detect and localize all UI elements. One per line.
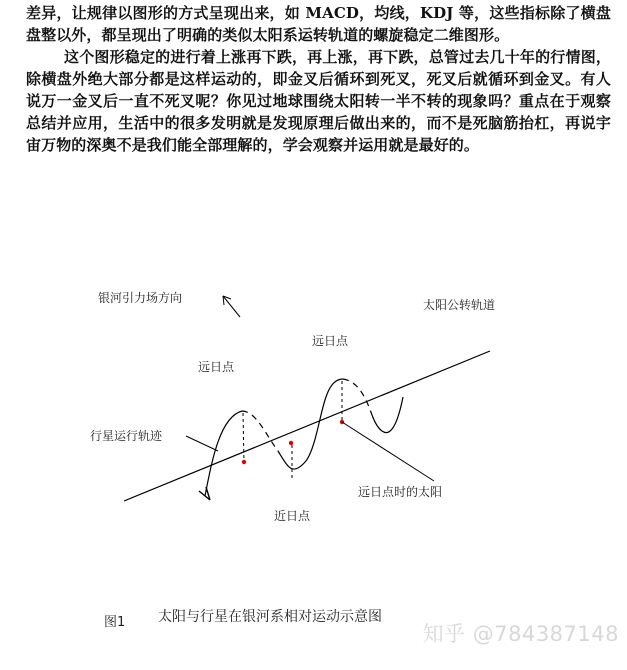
near-point-label: 近日点	[274, 509, 311, 523]
sun-marker-2	[289, 441, 293, 445]
sun-at-far-pointer	[342, 422, 434, 481]
planet-trajectory-solid-3	[372, 397, 403, 433]
sun-at-far-point-label: 远日点时的太阳	[358, 485, 443, 499]
trajectory-arrow	[199, 487, 210, 500]
orbit-label-pointer	[186, 436, 218, 451]
far-point-label-2: 远日点	[312, 334, 349, 348]
planet-trajectory-solid-1	[205, 411, 242, 496]
sun-orbit-label: 太阳公转轨道	[423, 298, 496, 312]
sun-orbit-line	[124, 351, 490, 501]
planet-orbit-label: 行星运行轨迹	[90, 429, 163, 443]
gravity-direction-arrow	[223, 296, 240, 317]
figure-caption: 太阳与行星在银河系相对运动示意图	[158, 609, 382, 625]
far-point-connector-1	[243, 413, 244, 463]
article-text	[26, 2, 611, 156]
galaxy-gravity-label: 银河引力场方向	[98, 291, 183, 305]
sun-marker-1	[242, 460, 246, 464]
figure-number: 图1	[104, 615, 126, 630]
far-point-label-1: 远日点	[198, 360, 235, 374]
article-paragraph-2: 这个图形稳定的进行着上涨再下跌，再上涨，再下跌，总管过去几十年的行情图，除横盘外绝大部分都是这样运动的，即金叉后循环到死叉，死叉后就循环到金叉。有人说万一金叉后一直不死叉呢？你见过地球围绕太阳转一半不转的现象吗？重点在于观察总结并应用，生活中的很多发明就是发现原理后做出来的，而不是死脑筋抬杠，再说宇宙万物的深奥不是我们能全部理解的，学会观察并运用就是最好的。	[26, 48, 611, 154]
article-paragraph-1: 差异，让规律以图形的方式呈现出来，如 MACD，均线，KDJ 等，这些指标除了横盘盘整以外，都呈现出了明确的类似太阳系运转轨道的螺旋稳定二维图形。	[26, 4, 611, 44]
watermark: 知乎 @784387148	[422, 622, 619, 646]
